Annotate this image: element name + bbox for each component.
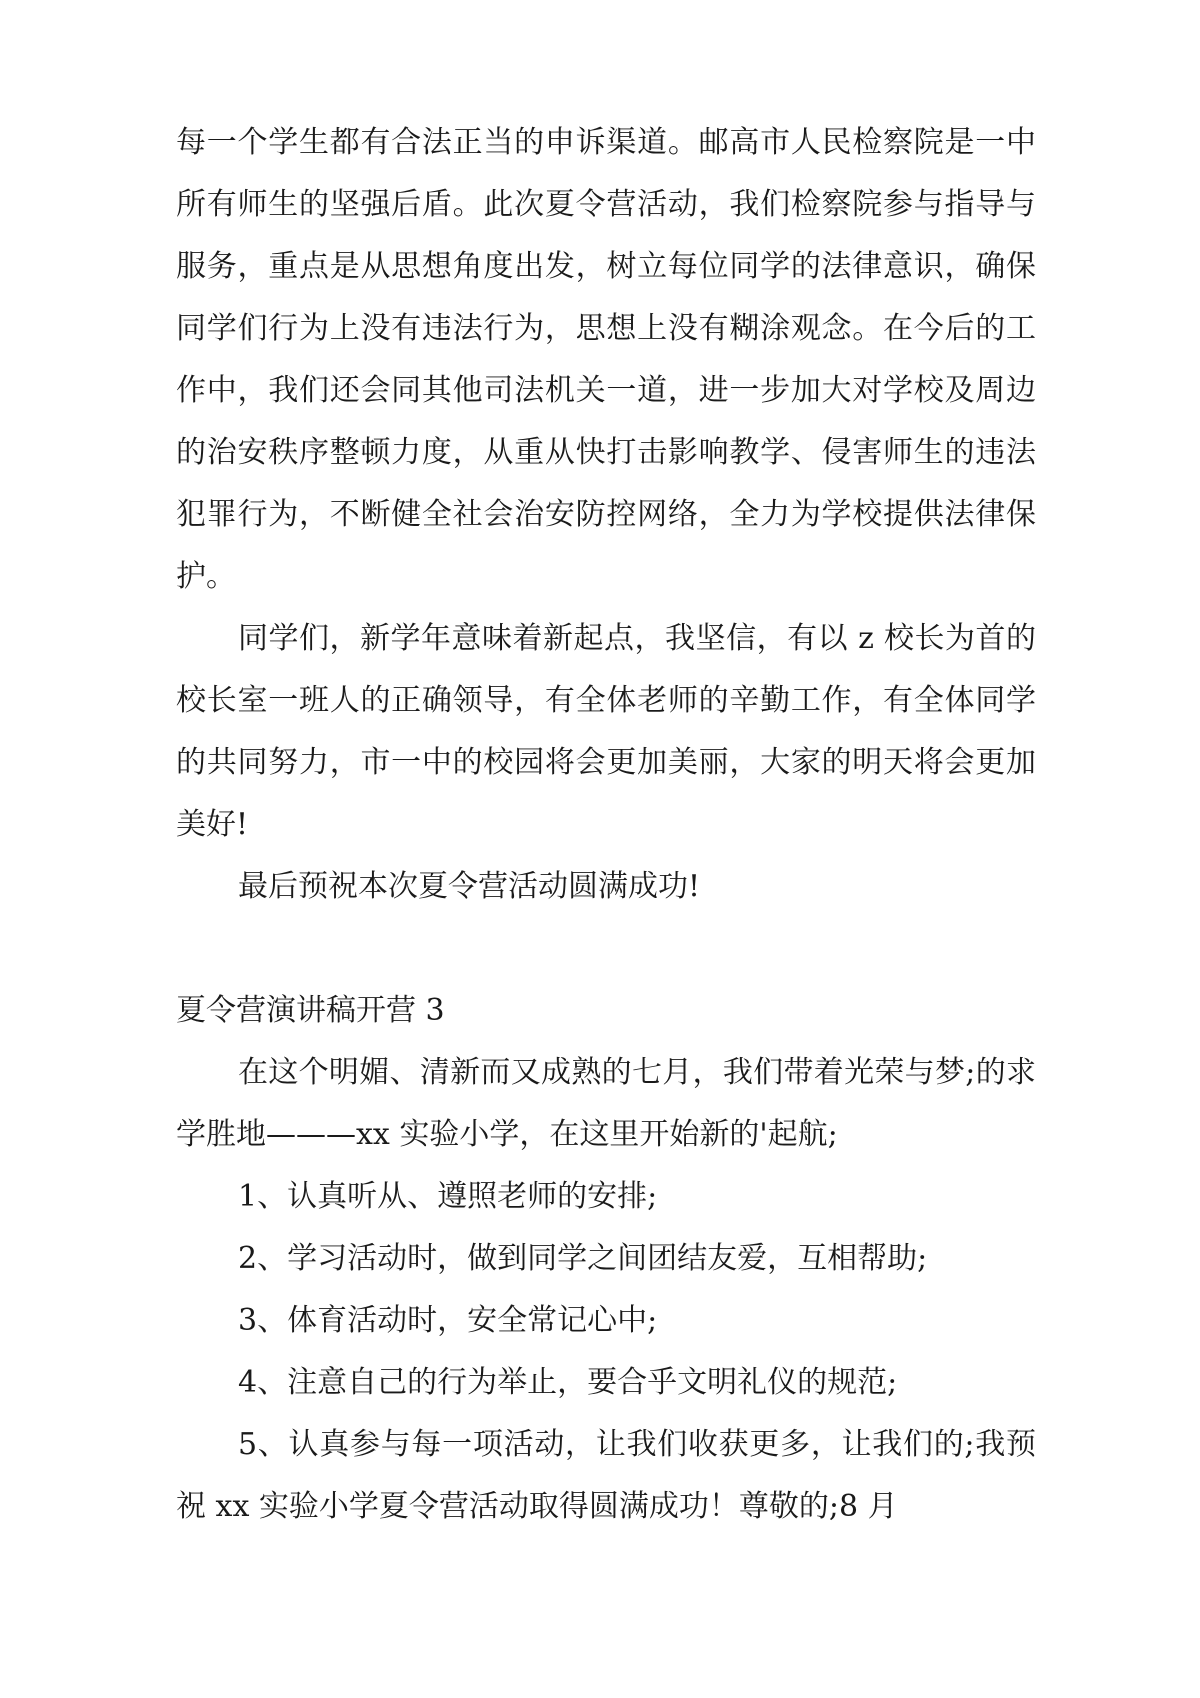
rule-item-3: 3、体育活动时，安全常记心中;	[238, 1303, 658, 1338]
section-spacer	[176, 918, 1036, 980]
document-body	[176, 112, 1036, 1538]
rule-item-2: 2、学习活动时，做到同学之间团结友爱，互相帮助;	[238, 1241, 928, 1276]
paragraph-new-school-year: 同学们，新学年意味着新起点，我坚信，有以 z 校长为首的校长室一班人的正确领导，有全体老师的辛勤工作，有全体同学的共同努力，市一中的校园将会更加美丽，大家的明天将会更加美好!	[176, 621, 1036, 842]
section-heading: 夏令营演讲稿开营 3	[176, 993, 445, 1028]
rule-item-5: 5、认真参与每一项活动，让我们收获更多，让我们的;我预祝 xx 实验小学夏令营活动取得圆满成功！尊敬的;8 月	[176, 1427, 1036, 1524]
rule-item-1: 1、认真听从、遵照老师的安排;	[238, 1179, 658, 1214]
paragraph-closing-wish: 最后预祝本次夏令营活动圆满成功!	[238, 869, 701, 904]
section-paragraph-intro: 在这个明媚、清新而又成熟的七月，我们带着光荣与梦;的求学胜地———xx 实验小学，在这里开始新的'起航;	[176, 1055, 1036, 1152]
paragraph-prosecutor-statement: 每一个学生都有合法正当的申诉渠道。邮高市人民检察院是一中所有师生的坚强后盾。此次夏令营活动，我们检察院参与指导与服务，重点是从思想角度出发，树立每位同学的法律意识，确保同学们行为上没有违法行为，思想上没有糊涂观念。在今后的工作中，我们还会同其他司法机关一道，进一步加大对学校及周边的治安秩序整顿力度，从重从快打击影响教学、侵害师生的违法犯罪行为，不断健全社会治安防控网络，全力为学校提供法律保护。	[176, 125, 1036, 594]
rule-item-4: 4、注意自己的行为举止，要合乎文明礼仪的规范;	[238, 1365, 898, 1400]
